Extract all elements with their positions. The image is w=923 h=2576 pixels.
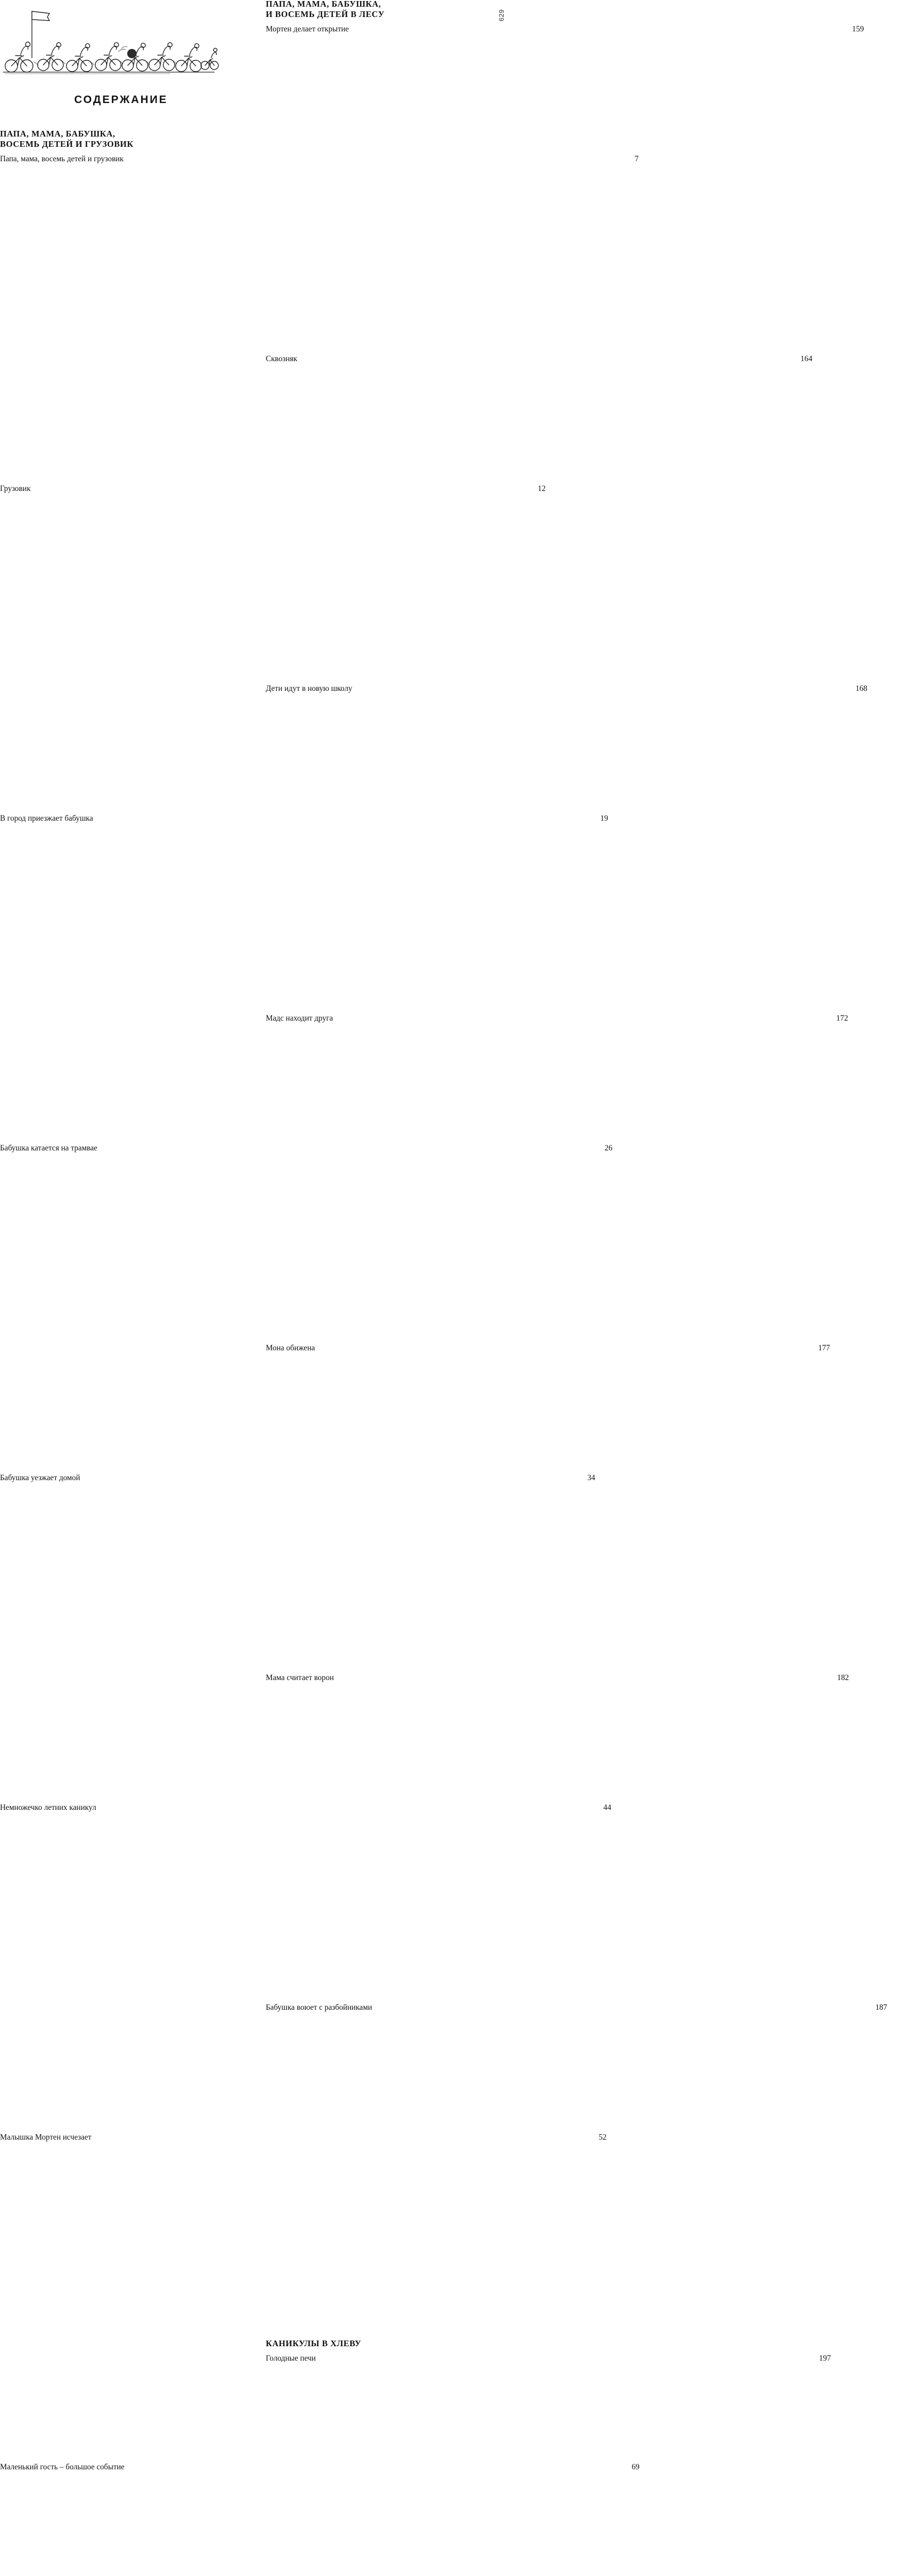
toc-entry-page: 69 (631, 2463, 640, 2472)
toc-entry-page: 19 (600, 814, 608, 823)
toc-entry-page: 182 (837, 1673, 849, 1683)
section-title (0, 129, 219, 149)
toc-entry-label: Малышка Мортен исчезает (0, 2133, 92, 2142)
toc-entry-label: Бабушка уезжает домой (0, 1473, 80, 1483)
toc-entry-page: 168 (855, 684, 867, 693)
toc-entry-page: 197 (819, 2354, 831, 2363)
toc-entry-label: Грузовик (0, 484, 31, 494)
toc-entry-page: 7 (635, 155, 639, 164)
toc-entry[interactable] (0, 2461, 640, 2576)
toc-entry[interactable] (266, 23, 864, 353)
toc-entry-page: 187 (875, 2003, 887, 2012)
section-title (266, 2338, 487, 2349)
toc-entry-label: Сквозняк (266, 354, 298, 364)
toc-entry-page: 177 (818, 1344, 830, 1353)
page-number: 629 (498, 9, 505, 22)
section-title-line: ВОСЕМЬ ДЕТЕЙ И ГРУЗОВИК (0, 139, 134, 149)
section-title-line: И ВОСЕМЬ ДЕТЕЙ В ЛЕСУ (266, 9, 385, 20)
toc-entry-label: Немножечко летних каникул (0, 1803, 96, 1812)
toc-entry-label: В город приезжает бабушка (0, 814, 93, 823)
toc-entry-page: 34 (587, 1473, 595, 1483)
toc-entry-page: 26 (604, 1144, 612, 1153)
toc-entry-label: Мортен делает открытие (266, 25, 349, 34)
section-title (266, 0, 487, 20)
toc-entry-page: 52 (599, 2133, 607, 2142)
toc-entry-label: Голодные печи (266, 2354, 316, 2363)
toc-entry-label: Дети идут в новую школу (266, 684, 352, 693)
toc-entry-label: Мона обижена (266, 1344, 315, 1353)
page-title: СОДЕРЖАНИЕ (74, 94, 168, 106)
toc-entry-page: 164 (800, 354, 813, 364)
toc-entry-label: Маленький гость – большое событие (0, 2463, 125, 2472)
toc-entry-label: Мама считает ворон (266, 1673, 334, 1683)
section-title-line: ПАПА, МАМА, БАБУШКА, (266, 0, 381, 9)
toc-entry-page: 159 (852, 25, 864, 34)
section-title-line: ПАПА, МАМА, БАБУШКА, (0, 129, 115, 139)
toc-entry-label: Бабушка катается на трамвае (0, 1144, 97, 1153)
toc-entry-label: Папа, мама, восемь детей и грузовик (0, 155, 124, 164)
toc-entry-label: Бабушка воюет с разбойниками (266, 2003, 372, 2012)
toc-entry-label: Мадс находит друга (266, 1014, 333, 1023)
toc-entry-page: 44 (603, 1803, 611, 1812)
toc-entry-page: 12 (538, 484, 546, 494)
toc-entry-page: 172 (836, 1014, 848, 1023)
section-title-line: КАНИКУЛЫ В ХЛЕВУ (266, 2338, 362, 2349)
bicycle-race-illustration (0, 4, 242, 76)
